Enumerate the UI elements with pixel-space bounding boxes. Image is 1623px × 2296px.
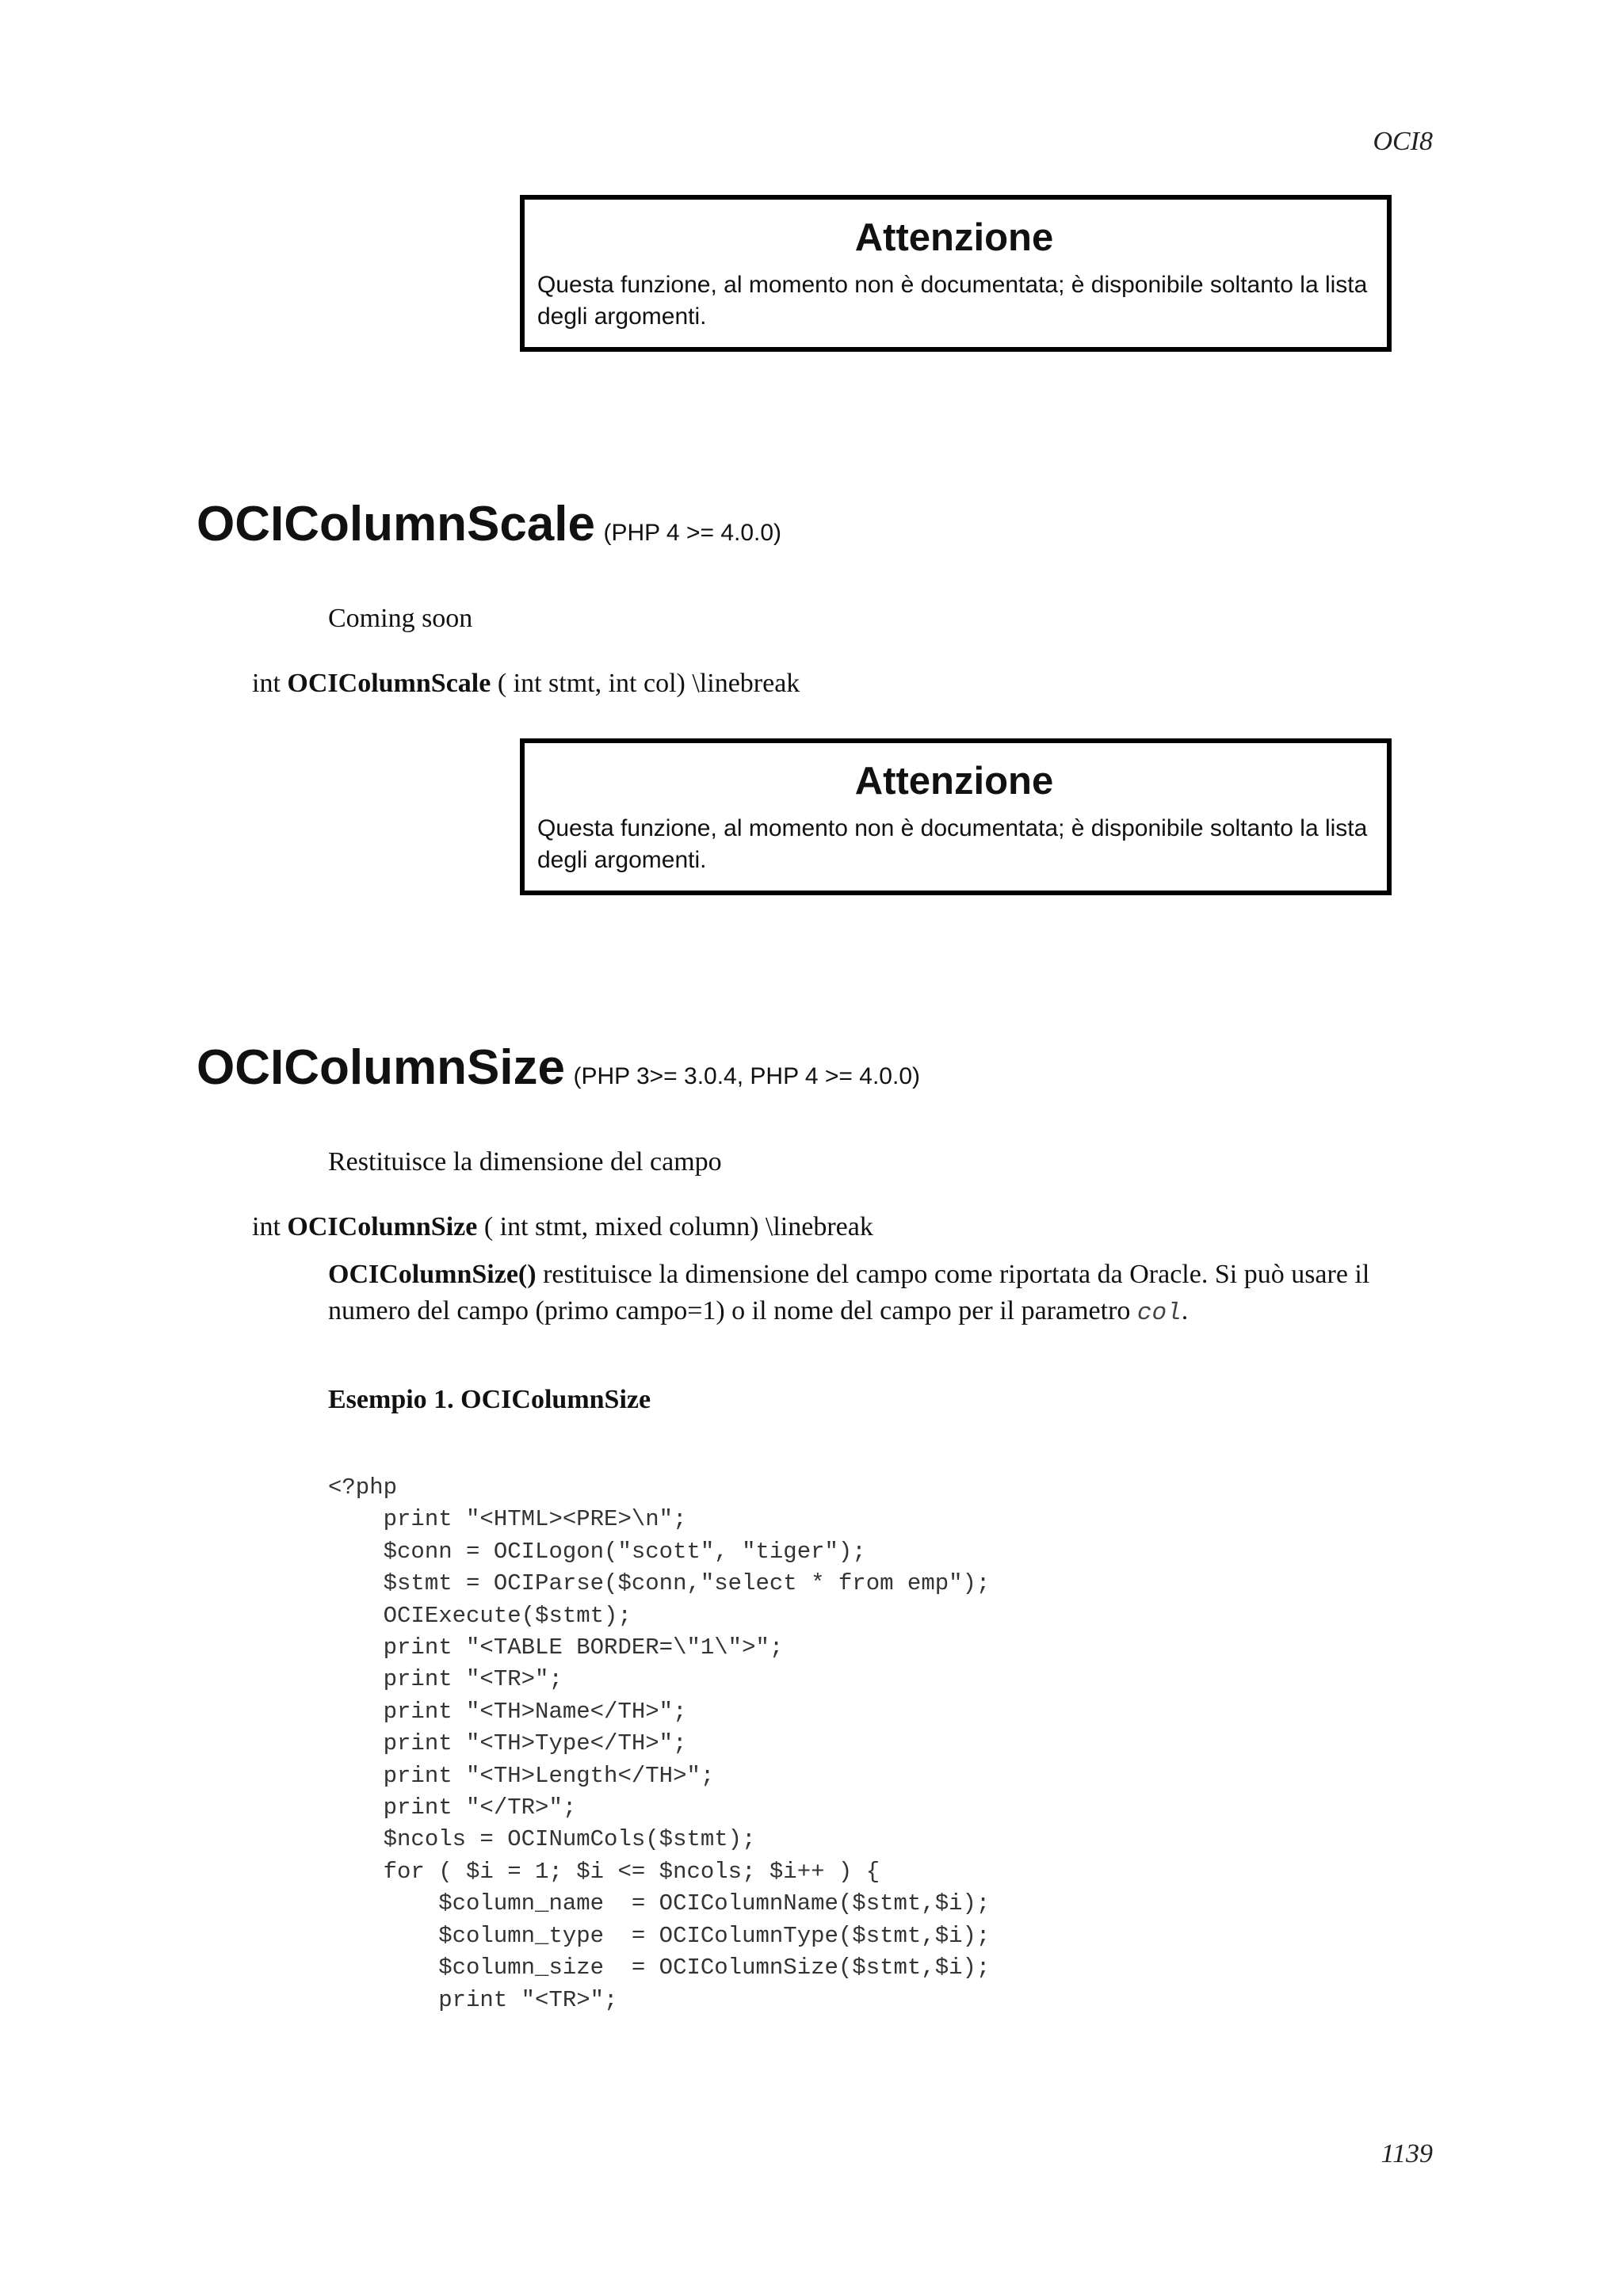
running-header: OCI8 — [1373, 127, 1433, 156]
function-summary: Restituisce la dimensione del campo — [328, 1147, 722, 1177]
function-name: OCIColumnSize — [197, 1040, 566, 1095]
function-synopsis — [252, 1209, 873, 1245]
warning-box — [520, 738, 1392, 895]
page-number: 1139 — [1381, 2139, 1433, 2168]
warning-title: Attenzione — [854, 760, 1054, 803]
synopsis-return-type: int — [252, 1212, 281, 1241]
description-function-ref: OCIColumnSize() — [328, 1260, 537, 1289]
synopsis-function: OCIColumnSize — [287, 1212, 478, 1241]
synopsis-args: ( int stmt, int col) \linebreak — [497, 669, 800, 698]
warning-box — [520, 195, 1392, 352]
function-name: OCIColumnScale — [197, 497, 595, 551]
synopsis-return-type: int — [252, 669, 281, 698]
description-end: . — [1181, 1296, 1189, 1325]
code-example: <?php print "<HTML><PRE>\n"; $conn = OCILogon("scott", "tiger"); $stmt = OCIParse($conn,"select * from emp"); OCIExecute($stmt); print "<TABLE BORDER=\"1\">"; print "<TR>"; print "<TH>Name</TH>"; print "<TH>Type</TH>"; print "<TH>Length</TH>"; print "</TR>"; $ncols = OCINumCols($stmt); for ( $i = 1; $i <= $ncols; $i++ ) { $column_name = OCIColumnName($stmt,$i); $column_type = OCIColumnType($stmt,$i); $column_size = OCIColumnSize($stmt,$i); print "<TR>"; — [328, 1474, 991, 2013]
function-description — [328, 1257, 1422, 1332]
function-title — [197, 1039, 920, 1096]
function-title — [197, 496, 781, 552]
description-param: col — [1136, 1299, 1182, 1327]
warning-title: Attenzione — [854, 216, 1054, 259]
example-title — [328, 1382, 651, 1418]
synopsis-args: ( int stmt, mixed column) \linebreak — [483, 1212, 873, 1241]
synopsis-function: OCIColumnScale — [287, 669, 491, 698]
warning-text: Questa funzione, al momento non è documentata; è disponibile soltanto la lista degli argomenti. — [537, 815, 1368, 873]
function-version: (PHP 4 >= 4.0.0) — [603, 520, 782, 546]
warning-text: Questa funzione, al momento non è documentata; è disponibile soltanto la lista degli argomenti. — [537, 272, 1368, 330]
description-text: restituisce la dimensione del campo come riportata da Oracle. Si può usare il numero del campo (primo campo=1) o il nome del campo per il parametro — [328, 1260, 1370, 1325]
function-summary: Coming soon — [328, 604, 473, 633]
example-title-text: Esempio 1. OCIColumnSize — [328, 1385, 651, 1414]
function-version: (PHP 3>= 3.0.4, PHP 4 >= 4.0.0) — [573, 1063, 920, 1089]
function-synopsis — [252, 666, 800, 702]
